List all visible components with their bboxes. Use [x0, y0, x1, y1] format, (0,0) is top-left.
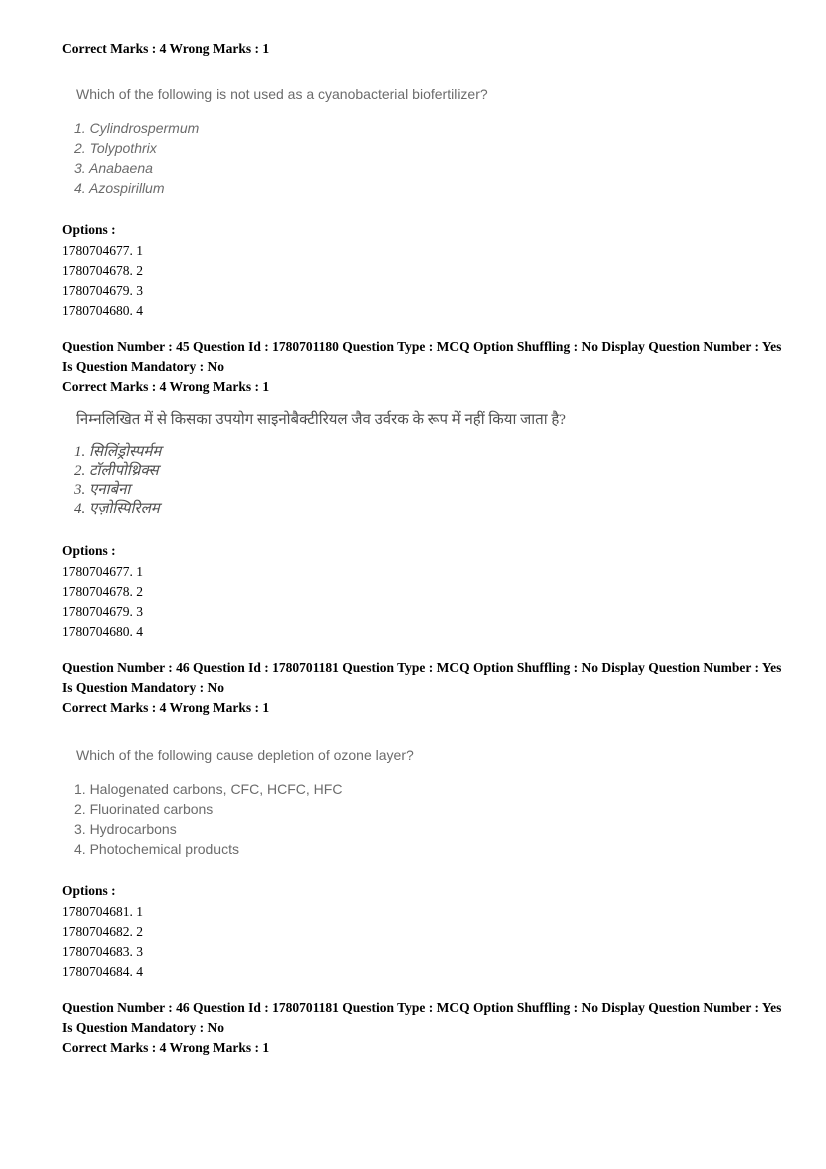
option-id-line: 1780704679. 3: [62, 604, 143, 619]
options-heading: Options :: [62, 543, 116, 558]
question-45-english-option-2: 2. Tolypothrix: [74, 140, 157, 156]
correct-marks-line: Correct Marks : 4 Wrong Marks : 1: [62, 41, 270, 56]
question-45-meta-line-1: Question Number : 45 Question Id : 1780701180 Question Type : MCQ Option Shuffling : No Display Question Number : Yes: [62, 339, 782, 354]
question-45-hindi-option-4: 4. एज़ोस्पिरिलम: [74, 501, 160, 517]
question-45-english-screenshot: [74, 85, 771, 198]
option-id-line: 1780704684. 4: [62, 964, 143, 979]
question-45-english-option-1: 1. Cylindrospermum: [74, 120, 200, 136]
question-46-english-option-2: 2. Fluorinated carbons: [74, 801, 214, 817]
option-id-line: 1780704680. 4: [62, 303, 143, 318]
question-46-english-option-3: 3. Hydrocarbons: [74, 821, 177, 837]
correct-marks-line: Correct Marks : 4 Wrong Marks : 1: [62, 700, 270, 715]
correct-marks-line: Correct Marks : 4 Wrong Marks : 1: [62, 379, 270, 394]
question-46-meta-line-1: Question Number : 46 Question Id : 1780701181 Question Type : MCQ Option Shuffling : No Display Question Number : Yes: [62, 660, 782, 675]
options-heading: Options :: [62, 883, 116, 898]
option-id-line: 1780704682. 2: [62, 924, 143, 939]
question-46-metadata: [62, 658, 782, 718]
options-heading: Options :: [62, 222, 116, 237]
question-45-hindi-option-3: 3. एनाबेना: [74, 482, 131, 498]
option-id-line: 1780704677. 1: [62, 564, 143, 579]
question-46-metadata-repeat: [62, 998, 782, 1058]
option-id-line: 1780704681. 1: [62, 904, 143, 919]
option-id-line: 1780704677. 1: [62, 243, 143, 258]
question-45-english-text: Which of the following is not used as a cyanobacterial biofertilizer?: [76, 86, 488, 102]
question-45-hindi-screenshot: [74, 411, 771, 519]
question-45-hindi-option-2: 2. टॉलीपोथ्रिक्स: [74, 463, 159, 479]
option-id-line: 1780704678. 2: [62, 584, 143, 599]
question-46-english-text: Which of the following cause depletion of ozone layer?: [76, 747, 414, 763]
option-id-line: 1780704678. 2: [62, 263, 143, 278]
question-45-metadata: [62, 337, 782, 397]
option-id-list-45-english: [62, 241, 771, 321]
question-45-hindi-option-1: 1. सिलिंड्रोस्पर्मम: [74, 444, 162, 460]
option-id-list-45-hindi: [62, 562, 771, 642]
question-46-english-option-1: 1. Halogenated carbons, CFC, HCFC, HFC: [74, 781, 343, 797]
option-id-line: 1780704679. 3: [62, 283, 143, 298]
correct-marks-line: Correct Marks : 4 Wrong Marks : 1: [62, 1040, 270, 1055]
option-id-list-46: [62, 902, 771, 982]
question-46-meta-line-2: Is Question Mandatory : No: [62, 680, 225, 695]
option-id-line: 1780704680. 4: [62, 624, 143, 639]
question-46-meta-line-1: Question Number : 46 Question Id : 1780701181 Question Type : MCQ Option Shuffling : No Display Question Number : Yes: [62, 1000, 782, 1015]
question-45-english-option-4: 4. Azospirillum: [74, 180, 165, 196]
question-45-meta-line-2: Is Question Mandatory : No: [62, 359, 225, 374]
option-id-line: 1780704683. 3: [62, 944, 143, 959]
question-45-english-option-3: 3. Anabaena: [74, 160, 153, 176]
question-46-english-screenshot: [74, 746, 771, 859]
question-46-english-option-4: 4. Photochemical products: [74, 841, 239, 857]
question-46-meta-line-2: Is Question Mandatory : No: [62, 1020, 225, 1035]
question-45-hindi-text: निम्नलिखित में से किसका उपयोग साइनोबैक्टीरियल जैव उर्वरक के रूप में नहीं किया जाता है?: [76, 412, 566, 428]
